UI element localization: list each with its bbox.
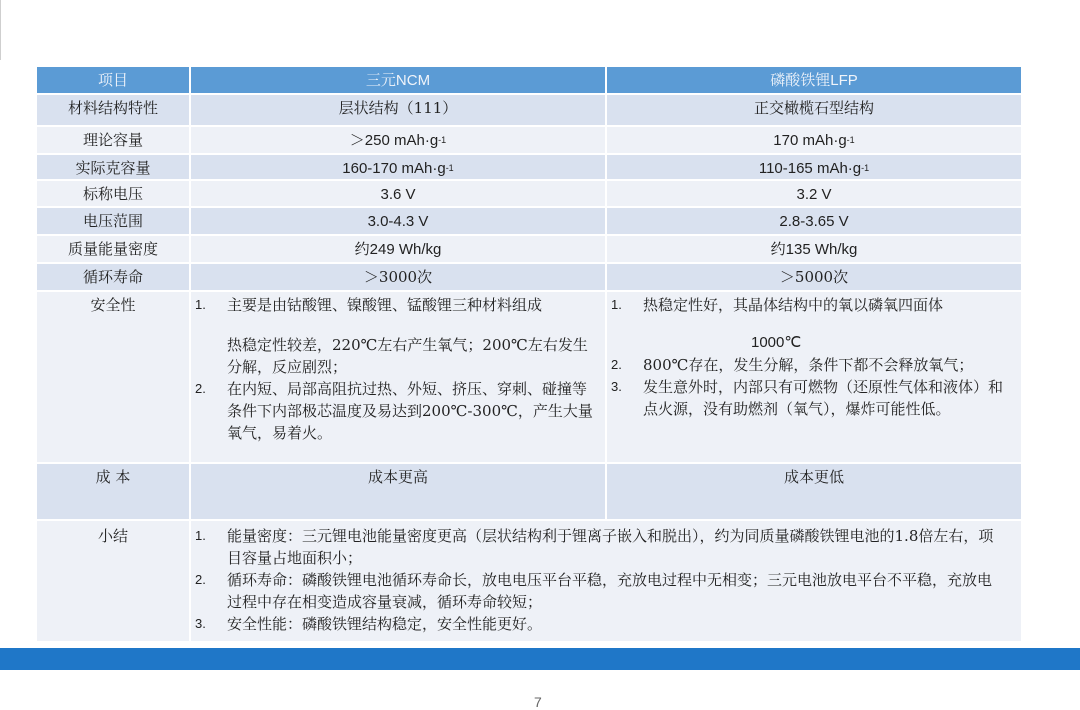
row-label: 电压范围 [36,207,190,235]
table-row [36,263,1022,291]
header-ncm: 三元NCM [190,66,606,94]
list-number: 1. [611,297,622,312]
ncm-value: 3.0-4.3 V [190,207,606,235]
row-label: 理论容量 [36,126,190,154]
list-text: 热稳定性较差，220℃左右产生氧气；200℃左右发生分解，反应剧烈； [227,336,588,376]
lfp-value: 3.2 V [606,180,1022,207]
table-row [36,126,1022,154]
list-text: 800℃存在，发生分解，条件下都不会释放氧气； [643,356,974,374]
lfp-value: ＞5000次 [606,263,1022,291]
ncm-safety-cell [190,291,606,463]
ncm-value: 160-170 mAh·g -1 [190,154,606,180]
list-item [607,294,1021,316]
row-label: 标称电压 [36,180,190,207]
list-number: 3. [611,379,622,394]
list-number: 2. [195,572,206,587]
ncm-value: ＞3000次 [190,263,606,291]
list-number: 2. [611,357,622,372]
lfp-safety-cell [606,291,1022,463]
row-label: 安全性 [36,291,190,463]
list-number [191,334,227,378]
list-text: 循环寿命：磷酸铁锂电池循环寿命长，放电电压平台平稳，充放电过程中无相变；三元电池放电平台不平稳，充放电过程中存在相变造成容量衰减，循环寿命较短； [227,571,993,611]
ncm-value: 层状结构（111） [190,94,606,126]
row-label: 循环寿命 [36,263,190,291]
summary-cell [190,520,1022,642]
safety-row [36,291,1022,463]
list-text: 1000℃ [751,334,802,351]
ncm-value: 3.6 V [190,180,606,207]
list-item [191,294,605,316]
list-item [191,378,605,444]
list-text: 热稳定性好，其晶体结构中的氧以磷氧四面体 [643,296,944,314]
list-item [607,332,1021,354]
list-number: 1. [195,297,206,312]
cost-row [36,463,1022,520]
list-item [191,569,1021,613]
lfp-safety-list [607,294,1021,420]
slide-edge-line [0,0,5,60]
ncm-value: 约249 Wh/kg [190,235,606,263]
list-item [191,613,1021,635]
lfp-value: 110-165 mAh·g -1 [606,154,1022,180]
list-number: 2. [195,381,206,396]
table-row [36,207,1022,235]
list-text: 安全性能：磷酸铁锂结构稳定，安全性能更好。 [227,615,543,633]
row-label: 实际克容量 [36,154,190,180]
comparison-table [36,66,1022,642]
lfp-value: 170 mAh·g -1 [606,126,1022,154]
lfp-value: 2.8-3.65 V [606,207,1022,235]
list-item [191,525,1021,569]
table-row [36,180,1022,207]
lfp-value: 正交橄榄石型结构 [606,94,1022,126]
ncm-value: 成本更高 [190,463,606,520]
list-item [607,354,1021,376]
footer-bar [0,648,1080,670]
table-row [36,235,1022,263]
page-number: 7 [534,694,542,710]
table-row [36,154,1022,180]
summary-row [36,520,1022,642]
lfp-value: 约135 Wh/kg [606,235,1022,263]
list-number: 1. [195,528,206,543]
lfp-value: 成本更低 [606,463,1022,520]
row-label: 小结 [36,520,190,642]
row-label: 材料结构特性 [36,94,190,126]
list-item [191,334,605,378]
table-row [36,94,1022,126]
row-label: 质量能量密度 [36,235,190,263]
summary-list [191,525,1021,635]
ncm-value: ＞250 mAh·g -1 [190,126,606,154]
list-text: 在内短、局部高阻抗过热、外短、挤压、穿刺、碰撞等条件下内部极芯温度及易达到200℃-300℃，产生大量氧气，易着火。 [227,380,593,442]
list-number: 3. [195,616,206,631]
list-text: 发生意外时，内部只有可燃物（还原性气体和液体）和点火源，没有助燃剂（氧气），爆炸可能性低。 [643,378,1004,418]
table-header-row [36,66,1022,94]
row-label: 成 本 [36,463,190,520]
list-number [607,332,643,354]
list-text: 主要是由钴酸锂、镍酸锂、锰酸锂三种材料组成 [227,296,543,314]
header-item: 项目 [36,66,190,94]
ncm-safety-list [191,294,605,444]
header-lfp: 磷酸铁锂LFP [606,66,1022,94]
list-text: 能量密度：三元锂电池能量密度更高（层状结构利于锂离子嵌入和脱出），约为同质量磷酸铁锂电池的1.8倍左右，项目容量占地面积小； [227,527,994,567]
list-item [607,376,1021,420]
